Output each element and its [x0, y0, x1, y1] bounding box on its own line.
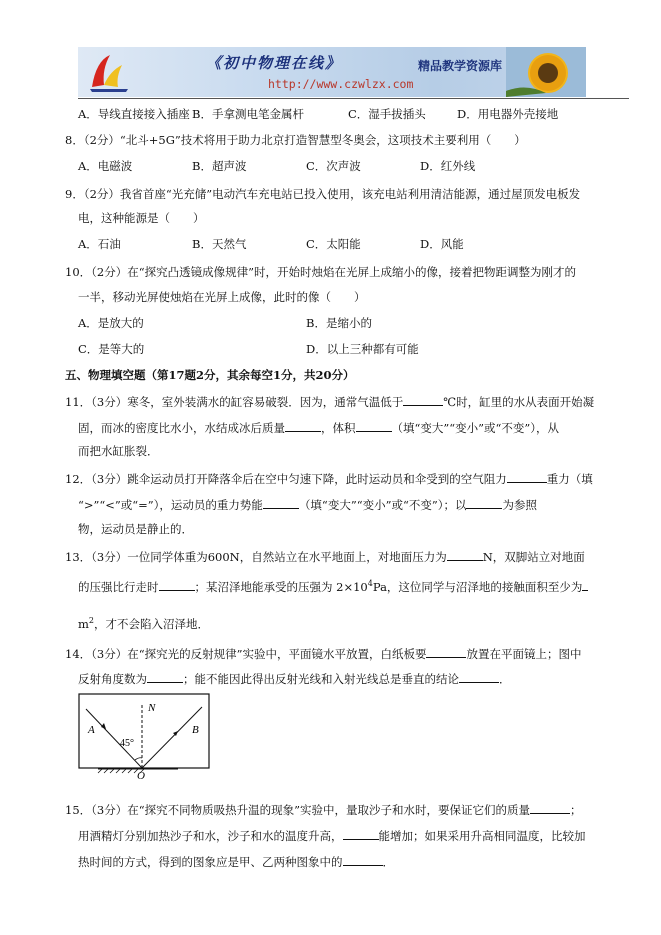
q12-blank-3[interactable]	[466, 496, 502, 509]
q13-blank-2[interactable]	[159, 578, 195, 591]
q13-line2: 的压强比行走时 ；某沼泽地能承受的压强为 $2\times 10^4Pa$，这位同学与沼泽地的接触面积至少为	[78, 576, 588, 595]
q11-line3: 而把水缸胀裂．	[78, 444, 159, 458]
q15-blank-3[interactable]	[343, 853, 383, 866]
banner-title: 《初中物理在线》	[206, 54, 343, 72]
q15-line1: 15．（3分）在“探究不同物质吸热升温的现象”实验中，量取沙子和水时，要保证它们的质量 ；	[65, 803, 582, 817]
header-banner	[78, 47, 586, 97]
q15-blank-1[interactable]	[530, 801, 570, 814]
q10-option-c: C．是等大的	[78, 342, 145, 356]
q8-option-d: D．红外线	[420, 159, 476, 173]
sunflower-icon	[506, 47, 586, 97]
fig-label-o: O	[137, 770, 145, 779]
q15-line3: 热时间的方式，得到的图象应是甲、乙两种图象中的 ．	[78, 855, 394, 869]
banner-subtitle: 精品教学资源库	[418, 59, 503, 73]
q14-line2: 反射角度数为 ；能不能因此得出反射光线和入射光线总是垂直的结论 ．	[78, 672, 511, 686]
q12-line3: 物，运动员是静止的．	[78, 522, 193, 536]
q10-option-d: D．以上三种都有可能	[306, 342, 419, 356]
q14-line1: 14．（3分）在“探究光的反射规律”实验中，平面镜水平放置，白纸板要 放置在平面镜上；图中	[65, 647, 582, 661]
q11-line2: 固，而冰的密度比水小，水结成冰后质量 ，体积 （填“变大”“变小”或“不变”），从	[78, 421, 560, 435]
q14-blank-3[interactable]	[459, 670, 499, 683]
q11-blank-3[interactable]	[356, 419, 392, 432]
q14-blank-2[interactable]	[147, 670, 183, 683]
header-rule	[78, 98, 629, 99]
section-5-heading: 五、物理填空题（第17题2分，其余每空1分，共20分）	[65, 368, 355, 382]
q13-blank-1[interactable]	[447, 548, 483, 561]
q13-blank-3[interactable]	[582, 578, 588, 591]
q9-stem-line1: 9．（2分）我省首座“光充储”电动汽车充电站已投入使用，该充电站利用清洁能源，通过屋顶发电板发	[65, 187, 581, 201]
q8-option-c: C．次声波	[306, 159, 361, 173]
q10-stem-line1: 10．（2分）在“探究凸透镜成像规律”时，开始时烛焰在光屏上成缩小的像，接着把物距调整为刚才的	[65, 265, 576, 279]
q15-line2: 用酒精灯分别加热沙子和水，沙子和水的温度升高， 能增加；如果采用升高相同温度，比较加	[78, 829, 586, 843]
q7-option-a: A．导线直接接入插座	[78, 107, 190, 121]
q12-blank-2[interactable]	[263, 496, 299, 509]
q8-stem: 8．（2分）“北斗+5G”技术将用于助力北京打造智慧型冬奥会，这项技术主要利用（ ）	[65, 133, 526, 147]
q9-option-d: D．风能	[420, 237, 464, 251]
q9-stem-line2: 电，这种能源是（ ）	[78, 211, 205, 225]
banner-url: http://www.czwlzx.com	[268, 77, 414, 91]
q11-line1: 11．（3分）寒冬，室外装满水的缸容易破裂．因为，通常气温低于 ℃时，缸里的水从表面开始凝	[65, 395, 595, 409]
q13-line1: 13．（3分）一位同学体重为600N，自然站立在水平地面上，对地面压力为 N，双脚站立对地面	[65, 550, 585, 564]
q12-line2: “>”“<”或“=”），运动员的重力势能 （填“变大”“变小”或“不变”）；以 为参照	[78, 498, 537, 512]
q13-line3: $m^2$，才不会陷入沼泽地．	[78, 616, 209, 631]
q10-option-b: B．是缩小的	[306, 316, 372, 330]
site-logo-icon	[86, 51, 132, 93]
reflection-diagram	[78, 693, 210, 779]
fig-label-n: N	[148, 702, 156, 714]
q7-option-d: D．用电器外壳接地	[457, 107, 559, 121]
fig-label-b: B	[192, 724, 199, 736]
q11-blank-2[interactable]	[285, 419, 321, 432]
q12-line1: 12．（3分）跳伞运动员打开降落伞后在空中匀速下降，此时运动员和伞受到的空气阻力 重力（填	[65, 472, 593, 486]
q8-option-b: B．超声波	[192, 159, 247, 173]
q9-option-b: B．天然气	[192, 237, 247, 251]
q14-blank-1[interactable]	[426, 645, 466, 658]
q7-option-c: C．湿手拔插头	[348, 107, 426, 121]
q12-blank-1[interactable]	[507, 470, 547, 483]
q10-option-a: A．是放大的	[78, 316, 144, 330]
q9-option-c: C．太阳能	[306, 237, 361, 251]
q9-option-a: A．石油	[78, 237, 121, 251]
fig-label-a: A	[88, 724, 95, 736]
q10-stem-line2: 一半，移动光屏使烛焰在光屏上成像，此时的像（ ）	[78, 290, 366, 304]
fig-angle-label: 45°	[120, 738, 134, 749]
q7-option-b: B．手拿测电笔金属杆	[192, 107, 304, 121]
q8-option-a: A．电磁波	[78, 159, 133, 173]
q11-blank-1[interactable]	[403, 393, 443, 406]
q15-blank-2[interactable]	[343, 827, 379, 840]
